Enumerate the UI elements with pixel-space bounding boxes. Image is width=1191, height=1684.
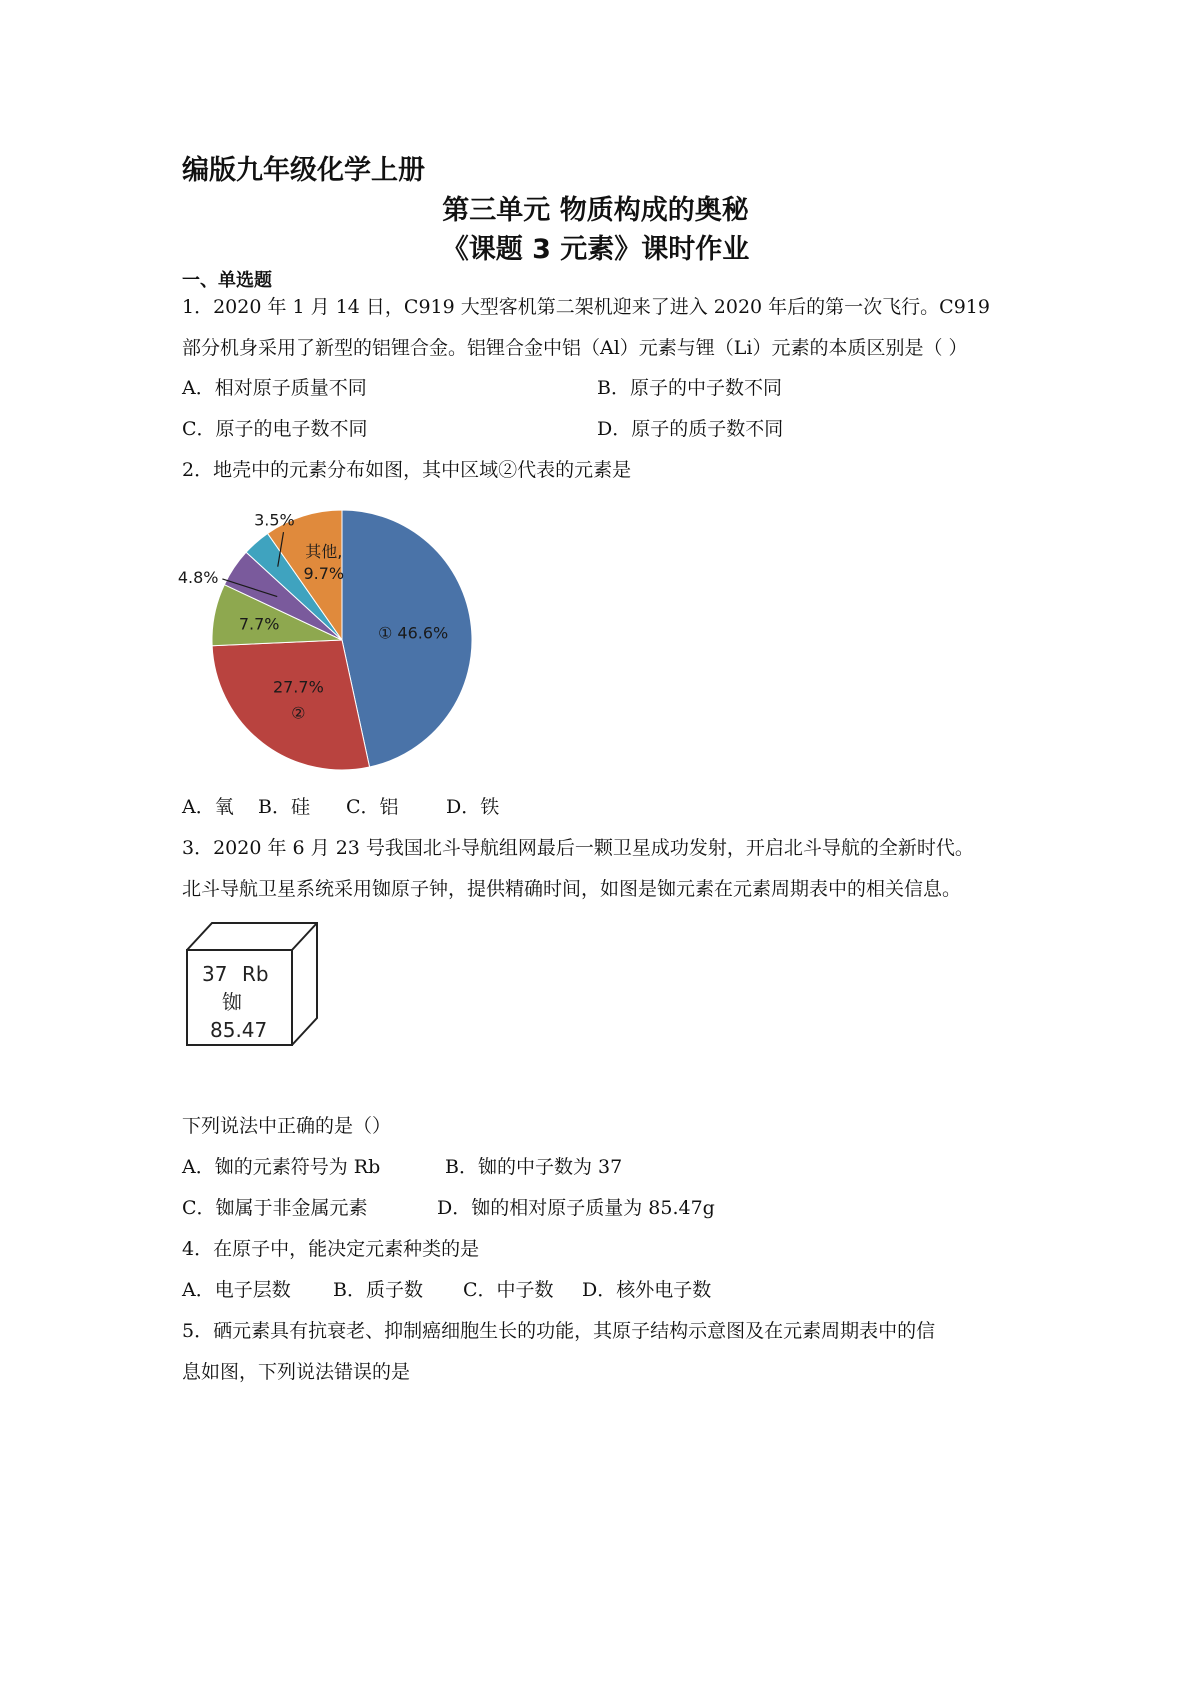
pie-label-6-name: 其他, [305,542,343,562]
pie-label-5: 3.5% [254,510,295,530]
pie-label-2-marker: ② [291,703,306,723]
atomic-mass: 85.47 [210,1018,268,1042]
element-name: 铷 [222,990,242,1014]
crust-element-pie-chart [177,500,492,780]
pie-label-2: 27.7% [272,677,324,697]
atomic-number: 37 [202,962,228,986]
question-3-option-d: D．铷的相对原子质量为 85.47g [437,1197,715,1219]
question-4-line-1: 4．在原子中，能决定元素种类的是 [182,1238,480,1260]
question-2-option-c: C．铝 [346,796,399,818]
question-3-option-c: C．铷属于非金属元素 [182,1197,368,1219]
pie-label-4: 4.8% [177,567,219,587]
question-1-line-1: 1．2020 年 1 月 14 日，C919 大型客机第二架机迎来了进入 2020 年后的第一次飞行。C919 [182,296,990,318]
element-symbol: Rb [242,962,269,986]
question-2-option-a: A．氧 [182,796,234,818]
question-4-option-a: A．电子层数 [182,1279,291,1301]
section-heading: 一、单选题 [182,270,272,291]
question-1-line-2: 部分机身采用了新型的铝锂合金。铝锂合金中铝（Al）元素与锂（Li）元素的本质区别是（ ） [182,337,968,359]
question-1-option-b: B．原子的中子数不同 [597,377,782,399]
question-1-option-a: A．相对原子质量不同 [182,377,367,399]
question-5-line-1: 5．硒元素具有抗衰老、抑制癌细胞生长的功能，其原子结构示意图及在元素周期表中的信 [182,1320,936,1342]
rubidium-element-card [180,915,330,1055]
pie-label-6: 9.7% [303,564,345,584]
question-5-line-2: 息如图，下列说法错误的是 [182,1361,411,1383]
question-4-option-d: D．核外电子数 [582,1279,712,1301]
question-3-option-a: A．铷的元素符号为 Rb [182,1156,381,1178]
question-1-option-c: C．原子的电子数不同 [182,418,368,440]
question-3-line-1: 3．2020 年 6 月 23 号我国北斗导航组网最后一颗卫星成功发射，开启北斗导航的全新时代。 [182,837,974,859]
question-2-option-d: D．铁 [446,796,500,818]
question-3-line-2: 北斗导航卫星系统采用铷原子钟，提供精确时间，如图是铷元素在元素周期表中的相关信息。 [182,878,962,900]
question-4-option-b: B．质子数 [333,1279,423,1301]
document-header: 编版九年级化学上册 [182,155,425,186]
question-2-line-1: 2．地壳中的元素分布如图，其中区域②代表的元素是 [182,459,632,481]
pie-label-1: ① 46.6% [377,623,449,643]
question-2-option-b: B．硅 [258,796,310,818]
question-1-option-d: D．原子的质子数不同 [597,418,784,440]
question-3-option-b: B．铷的中子数为 37 [445,1156,623,1178]
lesson-title: 《课题 3 元素》课时作业 [441,234,750,265]
question-4-option-c: C．中子数 [463,1279,554,1301]
question-3-prompt: 下列说法中正确的是（） [182,1115,392,1137]
pie-label-3: 7.7% [238,614,280,634]
unit-title: 第三单元 物质构成的奥秘 [442,195,749,226]
